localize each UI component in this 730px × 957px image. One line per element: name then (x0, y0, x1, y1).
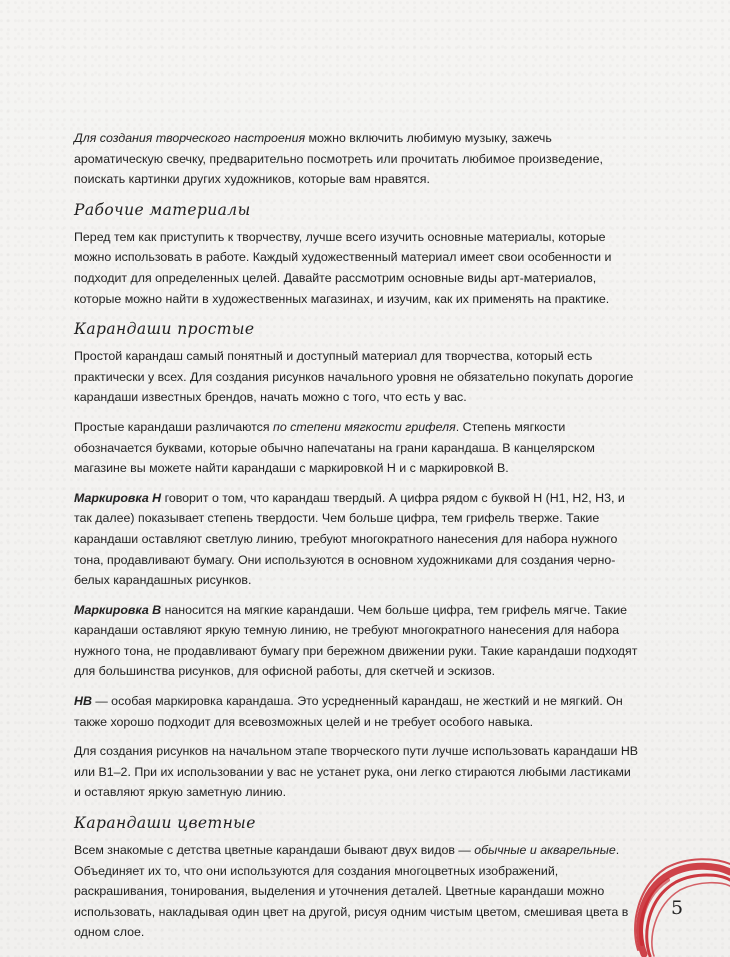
color-paragraph (74, 840, 639, 943)
intro-emphasis: Для создания творческого настроения (74, 131, 306, 145)
color-emphasis: обычные и акварельные (474, 843, 616, 858)
simple-paragraph-2 (74, 417, 639, 479)
heading-color-pencils: Карандаши цветные (74, 814, 256, 833)
intro-paragraph (74, 128, 639, 190)
color-text-a: Всем знакомые с детства цветные карандаши бывают двух видов — (74, 843, 475, 858)
hb-marking-term: HB (74, 694, 92, 709)
hb-marking-paragraph (74, 691, 639, 732)
h-marking-paragraph (74, 488, 639, 591)
simple-paragraph-1: Простой карандаш самый понятный и доступный материал для творчества, который есть практически у всех. Для создания рисунков начального уровня не обязательно покупать дорогие карандаши известных брендов, начать можно с того, что есть у вас. (74, 349, 634, 405)
simple2-text-a: Простые карандаши различаются (74, 419, 274, 434)
heading-simple-pencils: Карандаши простые (74, 320, 255, 339)
page-number: 5 (671, 897, 684, 919)
b-marking-text: наносится на мягкие карандаши. Чем больше цифра, тем грифель мягче. Такие карандаши оставляют яркую темную линию, не требуют многократного нанесения для набора нужного тона, не продавливают бумагу при бережном движении руки. Такие карандаши подходят для большинства рисунков, для офисной работы, для скетчей и эскизов. (74, 602, 638, 679)
materials-paragraph: Перед тем как приступить к творчеству, лучше всего изучить основные материалы, которые можно использовать в работе. Каждый художественный материал имеет свои особенности и подходит для определенных целей. Давайте рассмотрим основные виды арт-материалов, которые можно найти в художественных магазинах, и изучим, как их применять на практике. (74, 229, 612, 306)
color-text-b: . Объединяет их то, что они используются для создания многоцветных изображений, раскрашивания, тонирования, выделения и уточнения деталей. Цветные карандаши можно использовать, накладывая один цвет на другой, рисуя одним чистым цветом, смешивая цвета в одном слое. (74, 843, 629, 940)
b-marking-paragraph (74, 600, 639, 682)
simple2-text-b: . Степень мягкости обозначается буквами, которые обычно напечатаны на грани карандаша. В канцелярском магазине вы можете найти карандаши с маркировкой H и с маркировкой B. (74, 419, 595, 476)
beginners-paragraph: Для создания рисунков на начальном этапе творческого пути лучше использовать карандаши HB или B1–2. При их использовании у вас не устанет рука, они легко стираются любыми ластиками и оставляют яркую заметную линию. (74, 744, 639, 800)
heading-materials: Рабочие материалы (74, 200, 251, 219)
h-marking-text: говорит о том, что карандаш твердый. А цифра рядом с буквой H (H1, H2, H3, и так далее) показывает степень твердости. Чем больше цифра, тем грифель тверже. Такие карандаши оставляют светлую линию, требуют многократного нанесения для набора нужного тона, продавливают бумагу. Они используются в основном художниками для создания черно-белых карандашных рисунков. (74, 490, 625, 588)
simple2-emphasis: по степени мягкости грифеля (273, 419, 456, 434)
h-marking-term: Маркировка H (74, 490, 162, 505)
b-marking-term: Маркировка B (74, 602, 162, 617)
intro-text: можно включить любимую музыку, зажечь ароматическую свечку, предварительно посмотреть или прочитать любимое произведение, поискать картинки других художников, которые вам нравятся. (74, 131, 603, 187)
page-body (74, 128, 639, 952)
hb-marking-text: — особая маркировка карандаша. Это усредненный карандаш, не жесткий и не мягкий. Он также хорошо подходит для всевозможных целей и не требует особого навыка. (74, 694, 623, 729)
